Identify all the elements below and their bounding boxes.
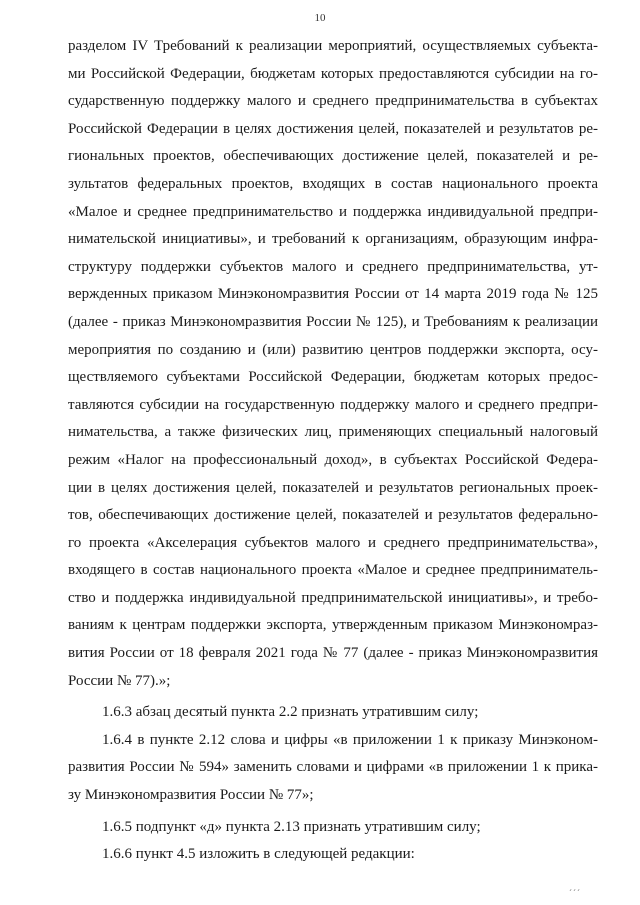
text-line: сударственную поддержку малого и среднего предпринимательства в субъектах	[68, 93, 598, 110]
text-line: гиональных проектов, обеспечивающих достижение целей, показателей и ре-	[68, 148, 598, 165]
text-line: ществляемого субъектами Российской Федерации, бюджетам которых предос-	[68, 369, 598, 386]
text-line: (далее - приказ Минэкономразвития России № 125), и Требованиям к реализации	[68, 313, 598, 330]
text-line: вержденных приказом Минэкономразвития России от 14 марта 2019 года № 125	[68, 286, 598, 303]
text-line: 1.6.4 в пункте 2.12 слова и цифры «в приложении 1 к приказу Минэконом-	[102, 731, 598, 748]
text-line: го проекта «Акселерация субъектов малого и среднего предпринимательства»,	[68, 534, 598, 551]
text-line: ваниям к центрам поддержки экспорта, утвержденным приказом Минэкономраз-	[68, 617, 598, 634]
text-line: развития России № 594» заменить словами и цифрами «в приложении 1 к прика-	[68, 759, 598, 776]
text-line: зу Минэкономразвития России № 77»;	[68, 787, 314, 804]
text-line: зультатов федеральных проектов, входящих в состав национального проекта	[68, 175, 598, 192]
text-line: структуру поддержки субъектов малого и среднего предпринимательства, ут-	[68, 258, 598, 275]
text-line: мероприятия по созданию и (или) развитию центров поддержки экспорта, осу-	[68, 341, 598, 358]
text-line: разделом IV Требований к реализации мероприятий, осуществляемых субъекта-	[68, 38, 598, 54]
text-line: ство и поддержка индивидуальной предпринимательской инициативы», и требо-	[68, 589, 598, 606]
text-line: нимательской инициативы», и требований к организациям, образующим инфра-	[68, 231, 598, 248]
text-line: ции в целях достижения целей, показателей и результатов региональных проек-	[68, 479, 598, 496]
text-line: вития России от 18 февраля 2021 года № 77 (далее - приказ Минэкономразвития	[68, 645, 598, 662]
text-line: России № 77).»;	[68, 672, 171, 689]
text-line: 1.6.6 пункт 4.5 изложить в следующей редакции:	[102, 846, 415, 863]
text-line: режим «Налог на профессиональный доход», в субъектах Российской Федера-	[68, 451, 598, 468]
text-line: Российской Федерации в целях достижения целей, показателей и результатов ре-	[68, 120, 598, 137]
document-body	[68, 33, 598, 869]
text-line: 1.6.5 подпункт «д» пункта 2.13 признать утратившим силу;	[102, 818, 481, 835]
text-line: тов, обеспечивающих достижение целей, показателей и результатов федерально-	[68, 507, 598, 524]
text-line: входящего в состав национального проекта «Малое и среднее предприниматель-	[68, 562, 598, 579]
page-number: 10	[314, 12, 326, 24]
text-line: «Малое и среднее предпринимательство и поддержка индивидуальной предпри-	[68, 203, 598, 220]
text-line: нимательства, а также физических лиц, применяющих специальный налоговый	[68, 424, 598, 441]
text-line: 1.6.3 абзац десятый пункта 2.2 признать утратившим силу;	[102, 704, 479, 721]
text-line: ми Российской Федерации, бюджетам которых предоставляются субсидии на го-	[68, 65, 598, 82]
corner-mark: ´´´	[569, 888, 581, 898]
text-line: тавляются субсидии на государственную поддержку малого и среднего предпри-	[68, 396, 598, 413]
